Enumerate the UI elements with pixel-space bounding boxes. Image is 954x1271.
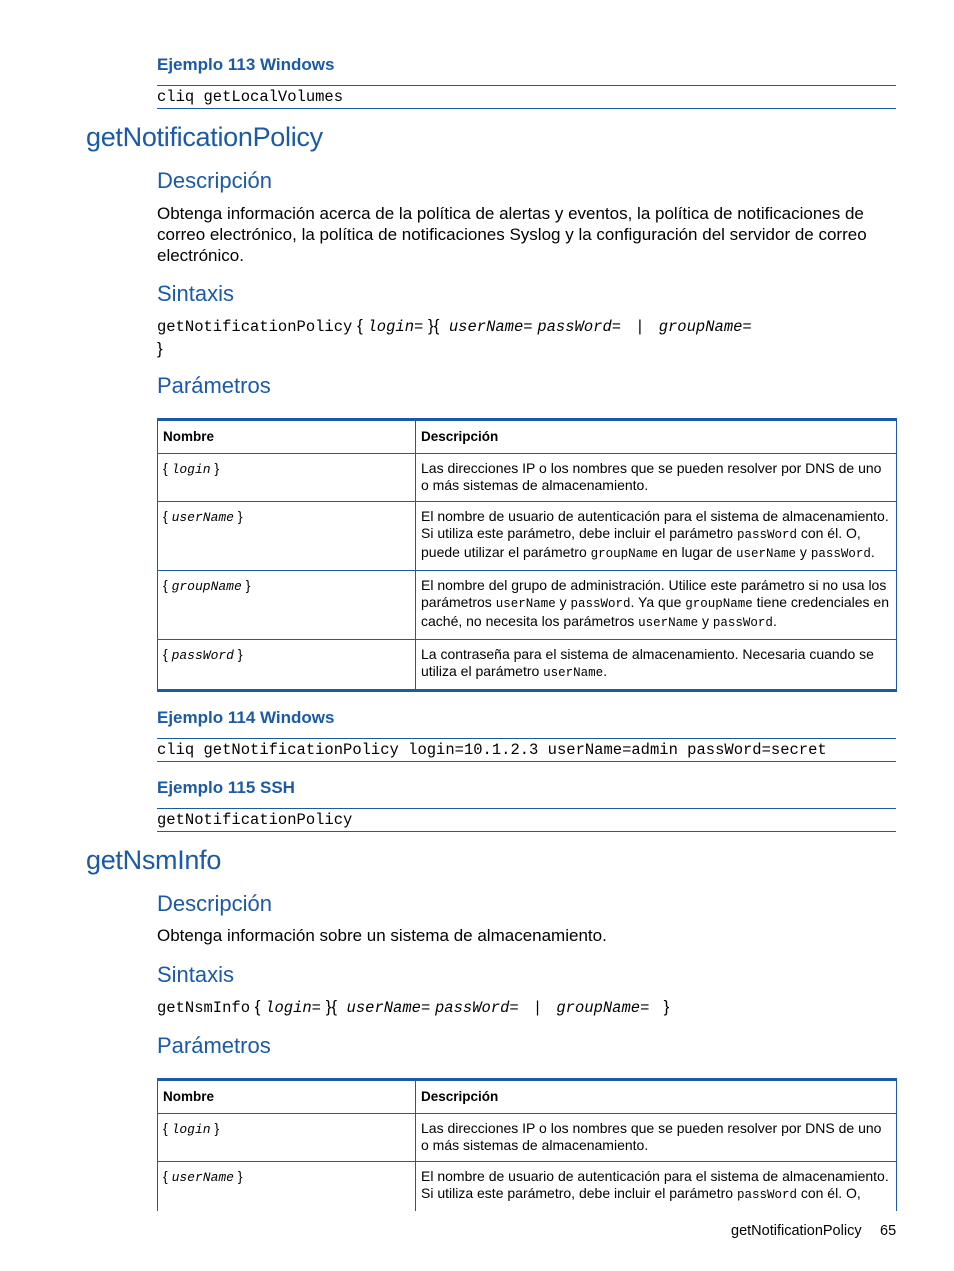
syntax-password: passWord= (537, 318, 622, 336)
example-114-code: cliq getNotificationPolicy login=10.1.2.3 userName=admin passWord=secret (157, 738, 896, 762)
code-term: groupName (590, 547, 659, 561)
brace: { (163, 577, 168, 593)
column-header-description: Descripción (416, 1080, 897, 1114)
text: . Ya que (630, 594, 686, 610)
syntax-groupname: groupName= (556, 999, 650, 1017)
syntax-separator: | (635, 318, 645, 336)
code-term: userName (736, 547, 797, 561)
description-text: Obtenga información acerca de la política de alertas y eventos, la política de notificaciones de correo electrónico, la política de notificaciones Syslog y la configuración del servidor de correo electrónico. (157, 204, 867, 265)
table-row (158, 502, 897, 571)
code-term: passWord (736, 1188, 797, 1202)
code-term: userName (495, 597, 556, 611)
param-name-cell (158, 640, 416, 691)
table-header-row (158, 1080, 897, 1114)
column-header-name: Nombre (158, 1080, 416, 1114)
brace: { (163, 1168, 168, 1184)
column-header-name: Nombre (158, 420, 416, 454)
brace: } (214, 460, 220, 476)
brace: { (163, 460, 168, 476)
param-name-cell (158, 502, 416, 571)
parameters-heading: Parámetros (157, 373, 271, 398)
param-name: userName (171, 1170, 234, 1185)
text: en lugar de (658, 544, 737, 560)
code-term: passWord (712, 616, 773, 630)
param-name: groupName (171, 579, 242, 594)
syntax-heading: Sintaxis (157, 281, 235, 306)
code-term: passWord (810, 547, 871, 561)
syntax-username: userName= (346, 999, 431, 1017)
code-term: passWord (736, 528, 797, 542)
footer-section-title: getNotificationPolicy (731, 1223, 862, 1239)
brace: } (237, 1168, 243, 1184)
description-heading: Descripción (157, 891, 272, 916)
example-114-label: Ejemplo 114 Windows (157, 708, 335, 727)
param-name-cell (158, 571, 416, 640)
table-header-row (158, 420, 897, 454)
parameters-heading: Parámetros (157, 1033, 271, 1058)
description-text: Obtenga información sobre un sistema de almacenamiento. (157, 926, 607, 945)
brace: { (331, 997, 338, 1016)
param-name: userName (171, 510, 234, 525)
parameters-table (157, 418, 897, 692)
param-name: login (171, 1122, 211, 1137)
example-115-label: Ejemplo 115 SSH (157, 778, 295, 797)
param-name-cell (158, 1162, 416, 1212)
brace: } (237, 508, 243, 524)
text: y (698, 613, 713, 629)
param-description (416, 502, 897, 571)
table-row (158, 1114, 897, 1162)
param-description (416, 571, 897, 640)
brace: } (663, 997, 670, 1016)
table-row (158, 571, 897, 640)
brace: { (357, 316, 363, 335)
column-header-description: Descripción (416, 420, 897, 454)
text: La contraseña para el sistema de almacenamiento. Necesaria cuando se utiliza el parámetro (421, 646, 874, 679)
example-113-label: Ejemplo 113 Windows (157, 55, 335, 74)
text: . (603, 663, 608, 679)
text: . (870, 544, 875, 560)
syntax-line (157, 996, 897, 1019)
param-description: Las direcciones IP o los nombres que se pueden resolver por DNS de uno o más sistemas de almacenamiento. (416, 1114, 897, 1162)
text: El nombre de usuario de autenticación para el sistema de almacenamiento. Si utiliza este parámetro, debe incluir el parámetro (421, 1168, 889, 1201)
param-name: passWord (171, 648, 234, 663)
code-term: userName (543, 666, 604, 680)
brace: { (163, 508, 168, 524)
brace: } (237, 646, 243, 662)
syntax-login: login= (265, 999, 321, 1017)
brace: { (254, 997, 261, 1016)
parameters-table (157, 1078, 897, 1211)
brace: } (428, 316, 434, 335)
section-title-getnsminfo: getNsmInfo (86, 845, 222, 875)
syntax-username: userName= (448, 318, 533, 336)
table-row (158, 454, 897, 502)
text: y (796, 544, 811, 560)
syntax-password: passWord= (435, 999, 519, 1017)
brace: } (214, 1120, 220, 1136)
param-name-cell (158, 454, 416, 502)
syntax-heading: Sintaxis (157, 962, 235, 987)
brace: { (163, 646, 168, 662)
syntax-command: getNsmInfo (157, 999, 251, 1017)
text: con él. O, (796, 1185, 861, 1201)
param-name-cell (158, 1114, 416, 1162)
param-description (416, 1162, 897, 1212)
syntax-separator: | (532, 999, 543, 1017)
table-row (158, 1162, 897, 1212)
brace: } (157, 339, 163, 358)
brace: } (325, 997, 332, 1016)
brace: { (433, 316, 440, 335)
param-name: login (171, 462, 211, 477)
page-number: 65 (880, 1223, 897, 1239)
brace: } (245, 577, 251, 593)
syntax-line (157, 315, 897, 359)
syntax-command: getNotificationPolicy (157, 318, 353, 336)
description-heading: Descripción (157, 168, 272, 193)
text: . (772, 613, 777, 629)
text: El nombre del grupo de administración. Utilice este parámetro si no usa los parámetros (421, 577, 887, 610)
code-term: userName (638, 616, 699, 630)
code-term: passWord (570, 597, 631, 611)
syntax-groupname: groupName= (658, 318, 752, 336)
param-description (416, 640, 897, 691)
text: tiene credenciales en caché, no necesita los parámetros (421, 594, 889, 629)
text: El nombre de usuario de autenticación para el sistema de almacenamiento. Si utiliza este parámetro, debe incluir el parámetro (421, 508, 889, 541)
example-115-code: getNotificationPolicy (157, 808, 896, 832)
section-title-getnotificationpolicy: getNotificationPolicy (86, 122, 323, 152)
syntax-login: login= (367, 318, 424, 336)
param-description: Las direcciones IP o los nombres que se pueden resolver por DNS de uno o más sistemas de almacenamiento. (416, 454, 897, 502)
example-113-code: cliq getLocalVolumes (157, 85, 896, 109)
text: con él. O, puede utilizar el parámetro (421, 525, 861, 560)
brace: { (163, 1120, 168, 1136)
text: y (555, 594, 571, 610)
code-term: groupName (685, 597, 753, 611)
table-row (158, 640, 897, 691)
